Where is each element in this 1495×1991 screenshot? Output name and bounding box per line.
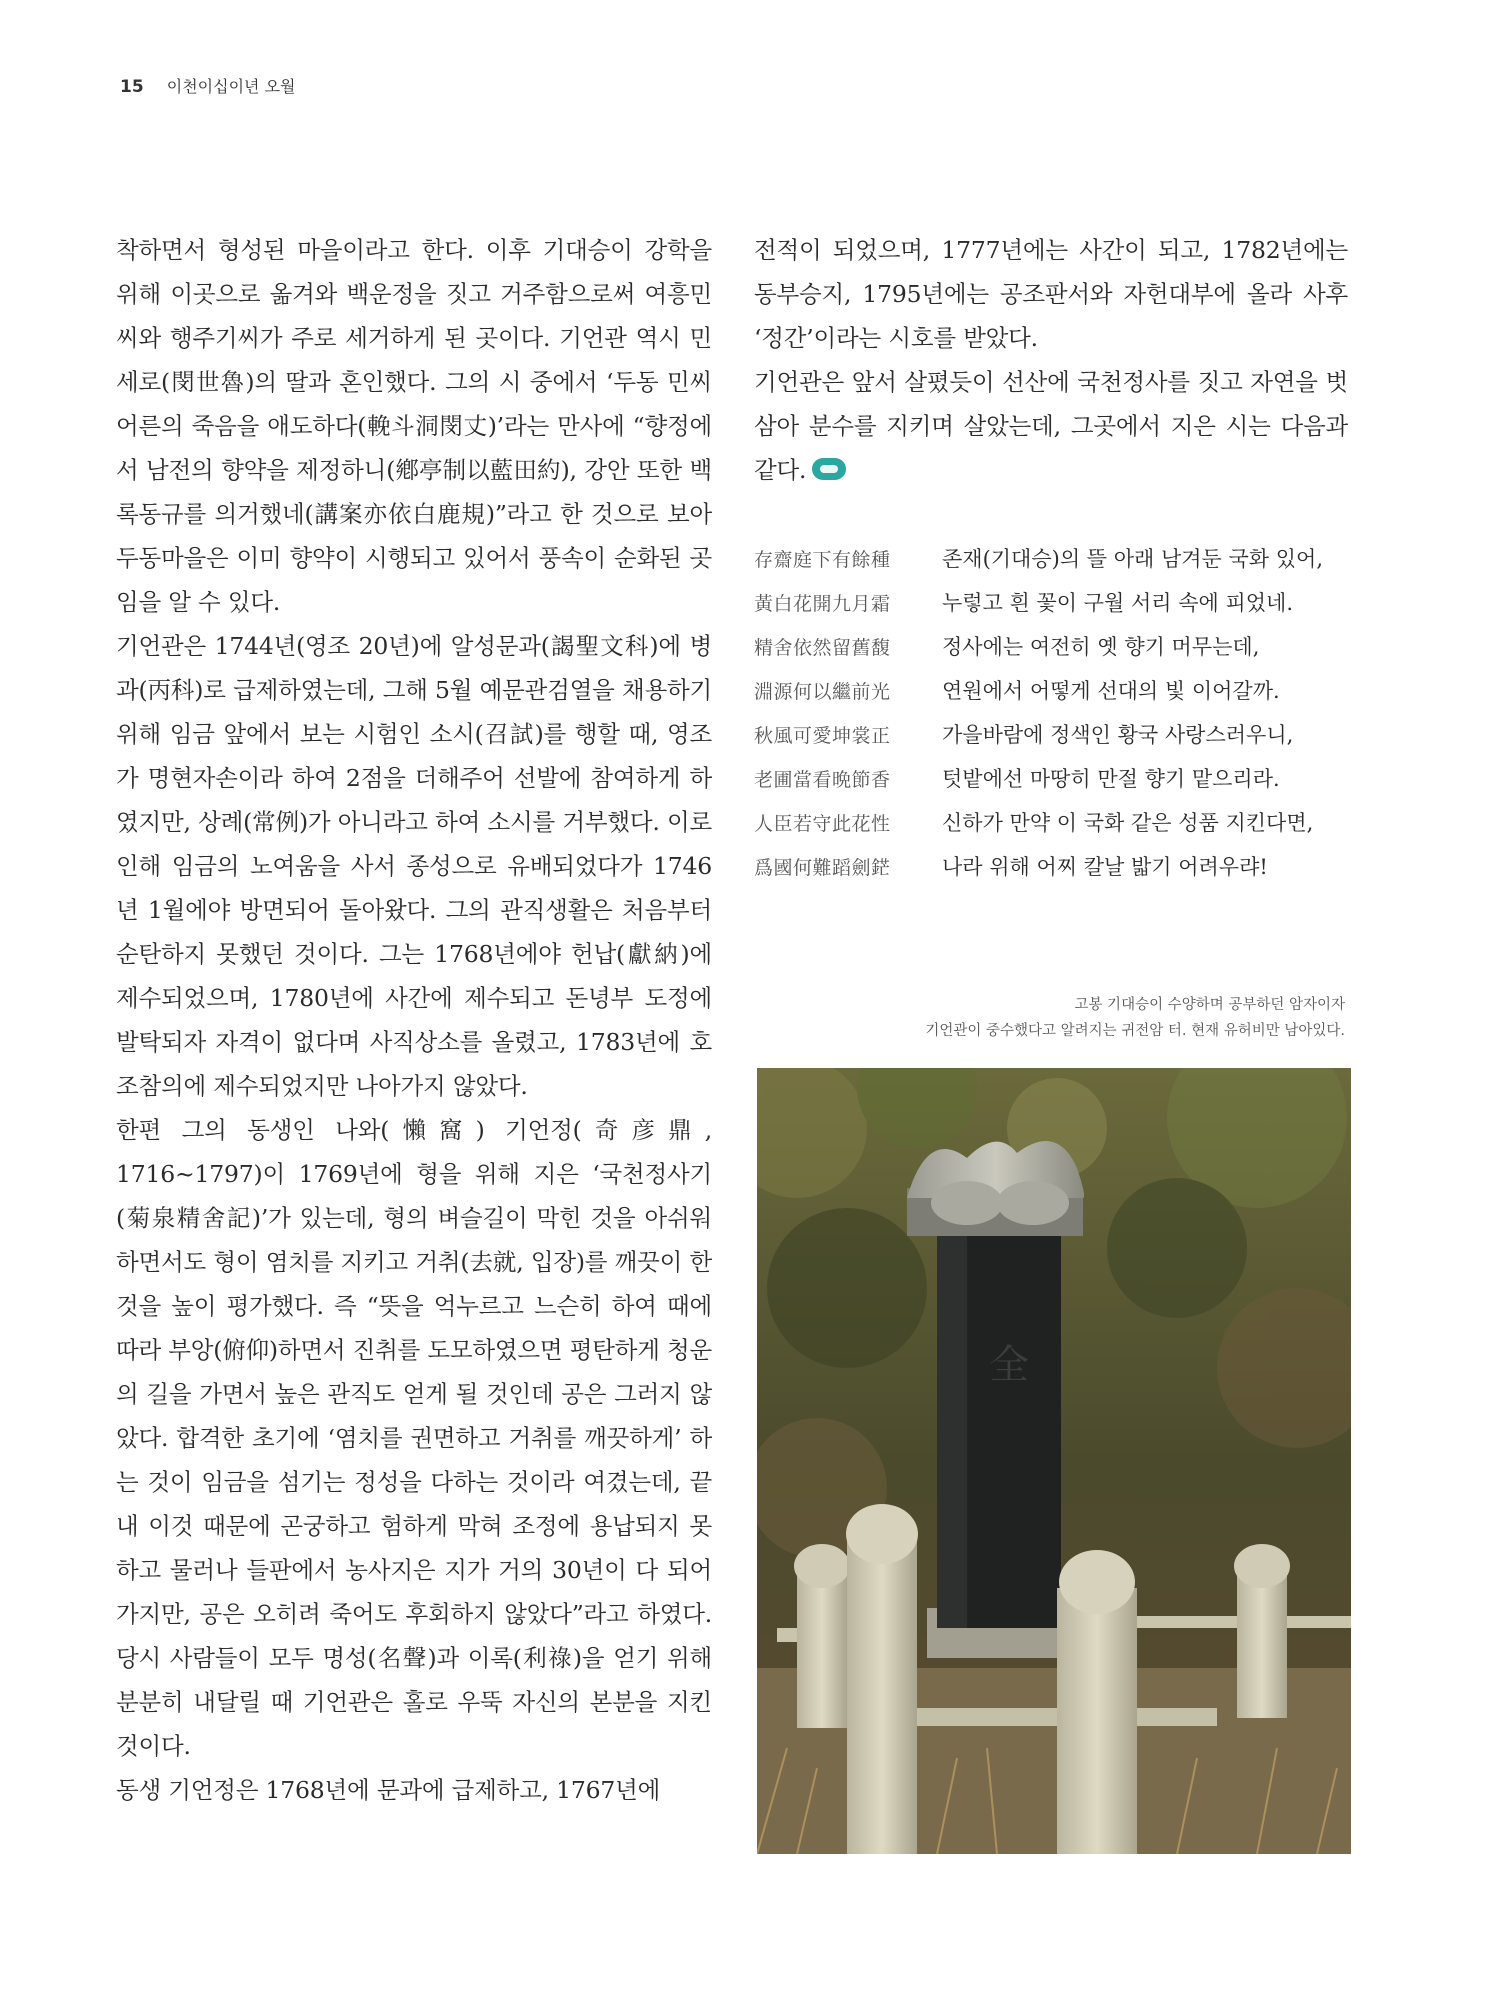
poem-line — [754, 668, 1354, 712]
page-number: 15 — [120, 77, 144, 97]
paragraph: 동생 기언정은 1768년에 문과에 급제하고, 1767년에 — [116, 1776, 661, 1804]
publication-title: 이천이십이년 오월 — [166, 77, 296, 96]
poem-translation: 누렇고 흰 꽃이 구월 서리 속에 피었네. — [942, 591, 1294, 615]
paragraph: 기언관은 1744년(영조 20년)에 알성문과(謁聖文科)에 병과(丙科)로 급제하였는데, 그해 5월 예문관검열을 채용하기 위해 임금 앞에서 보는 시험인 소시(召試)를 행할 때, 영조가 명현자손이라 하여 2점을 더해주어 선발에 참여하게 하였지만, 상례(常例)가 아니라고 하여 소시를 거부했다. 이로 인해 임금의 노여움을 사서 종성으로 유배되었다가 1746년 1월에야 방면되어 돌아왔다. 그의 관직생활은 처음부터 순탄하지 못했던 것이다. 그는 1768년에야 헌납(獻納)에 제수되었으며, 1780년에 사간에 제수되고 돈녕부 도정에 발탁되자 자격이 없다며 사직상소를 올렸고, 1783년에 호조참의에 제수되었지만 나아가지 않았다. — [116, 632, 712, 1100]
poem-translation: 신하가 만약 이 국화 같은 성품 지킨다면, — [942, 811, 1314, 835]
paragraph: 전적이 되었으며, 1777년에는 사간이 되고, 1782년에는 동부승지, 1795년에는 공조판서와 자헌대부에 올라 사후 ‘정간’이라는 시호를 받았다. — [754, 236, 1348, 352]
poem-line — [754, 624, 1354, 668]
poem — [754, 536, 1354, 888]
poem-translation: 존재(기대승)의 뜰 아래 남겨둔 국화 있어, — [942, 547, 1324, 571]
right-column — [754, 228, 1348, 492]
poem-hanja: 淵源何以繼前光 — [754, 680, 891, 703]
paragraph-text: 기언관은 앞서 살폈듯이 선산에 국천정사를 짓고 자연을 벗 삼아 분수를 지키며 살았는데, 그곳에서 지은 시는 다음과 같다. — [754, 368, 1348, 484]
poem-line — [754, 712, 1354, 756]
poem-translation: 연원에서 어떻게 선대의 빛 이어갈까. — [942, 679, 1280, 703]
caption-line: 고봉 기대승이 수양하며 공부하던 암자이자 — [1074, 997, 1345, 1013]
paragraph — [754, 360, 1348, 492]
caption-line: 기언관이 중수했다고 알려지는 귀전암 터. 현재 유허비만 남아있다. — [925, 1023, 1345, 1039]
poem-line — [754, 844, 1354, 888]
poem-line — [754, 800, 1354, 844]
left-column — [116, 228, 712, 1812]
paragraph: 착하면서 형성된 마을이라고 한다. 이후 기대승이 강학을 위해 이곳으로 옮겨와 백운정을 짓고 거주함으로써 여흥민씨와 행주기씨가 주로 세거하게 된 곳이다. 기언관 역시 민세로(閔世魯)의 딸과 혼인했다. 그의 시 중에서 ‘두동 민씨어른의 죽음을 애도하다(輓斗洞閔丈)’라는 만사에 “향정에서 남전의 향약을 제정하니(鄕亭制以藍田約), 강안 또한 백록동규를 의거했네(講案亦依白鹿規)”라고 한 것으로 보아 두동마을은 이미 향약이 시행되고 있어서 풍속이 순화된 곳임을 알 수 있다. — [116, 236, 712, 616]
poem-translation: 나라 위해 어찌 칼날 밟기 어려우랴! — [942, 855, 1268, 879]
poem-hanja: 爲國何難蹈劍鋩 — [754, 856, 891, 879]
svg-text:全: 全 — [989, 1342, 1029, 1388]
poem-translation: 정사에는 여전히 옛 향기 머무는데, — [942, 635, 1260, 659]
photo-caption — [925, 992, 1345, 1044]
poem-hanja: 精舍依然留舊馥 — [754, 636, 891, 659]
poem-hanja: 人臣若守此花性 — [754, 812, 891, 835]
poem-translation: 텃밭에선 마땅히 만절 향기 맡으리라. — [942, 767, 1280, 791]
page-header — [120, 74, 296, 97]
speech-bubble-icon — [812, 458, 846, 480]
poem-translation: 가을바람에 정색인 황국 사랑스러우니, — [942, 723, 1294, 747]
poem-hanja: 存齋庭下有餘種 — [754, 548, 891, 571]
poem-hanja: 黃白花開九月霜 — [754, 592, 891, 615]
poem-line — [754, 580, 1354, 624]
poem-line — [754, 756, 1354, 800]
poem-hanja: 老圃當看晩節香 — [754, 768, 891, 791]
paragraph: 한편 그의 동생인 나와(懶窩) 기언정(奇彦鼎, 1716~1797)이 1769년에 형을 위해 지은 ‘국천정사기(菊泉精舍記)’가 있는데, 형의 벼슬길이 막힌 것을 아쉬워하면서도 형이 염치를 지키고 거취(去就, 입장)를 깨끗이 한 것을 높이 평가했다. 즉 “뜻을 억누르고 느슨히 하여 때에 따라 부앙(俯仰)하면서 진취를 도모하였으면 평탄하게 청운의 길을 가면서 높은 관직도 얻게 될 것인데 공은 그러지 않았다. 합격한 초기에 ‘염치를 권면하고 거취를 깨끗하게’ 하는 것이 임금을 섬기는 정성을 다하는 것이라 여겼는데, 끝내 이것 때문에 곤궁하고 험하게 막혀 조정에 용납되지 못하고 물러나 들판에서 농사지은 지가 거의 30년이 다 되어 가지만, 공은 오히려 죽어도 후회하지 않았다”라고 하였다. 당시 사람들이 모두 명성(名聲)과 이록(利祿)을 얻기 위해 분분히 내달릴 때 기언관은 홀로 우뚝 자신의 본분을 지킨 것이다. — [116, 1116, 712, 1760]
memorial-stone-photo — [757, 1068, 1351, 1854]
poem-line — [754, 536, 1354, 580]
poem-hanja: 秋風可愛坤裳正 — [754, 724, 891, 747]
